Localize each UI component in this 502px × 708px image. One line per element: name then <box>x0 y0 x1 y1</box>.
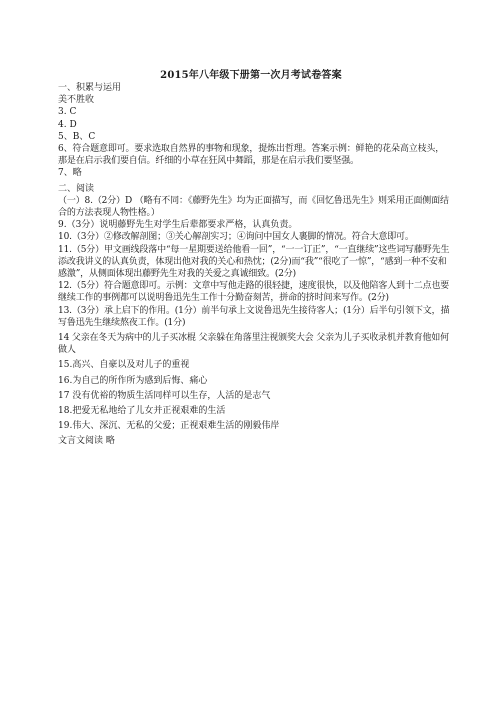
answer-paragraph: （一）8.（2分）D （略有不同：《藤野先生》均为正面描写，而《回忆鲁迅先生》则采用正面侧面结合的方法表现人物性格。） <box>58 195 449 219</box>
answer-line: 16.为自己的所作所为感到后悔、痛心 <box>58 375 208 386</box>
answer-line: 19.伟大、深沉、无私的父爱；正视艰难生活的刚毅伟岸 <box>58 421 280 432</box>
section-heading-2: 二、阅读 <box>58 183 95 194</box>
answer-line: 5、B、C <box>58 131 96 142</box>
answer-line: 美不胜收 <box>58 95 95 106</box>
section-heading-1: 一、积累与运用 <box>58 83 122 93</box>
answer-paragraph: 6、符合题意即可。要求选取自然界的事物和现象，提炼出哲理。答案示例：鲜艳的花朵高立枝头，那是在启示我们要自信。纤细的小草在狂风中舞蹈，那是在启示我们要坚强。 <box>58 144 445 167</box>
document-title: 2015年八年级下册第一次月考试卷答案 <box>160 70 342 81</box>
answer-paragraph: 14 父亲在冬天为病中的儿子买冰棍 父亲躲在角落里注视颁奖大会 父亲为儿子买收录机并教育他如何做人 <box>58 333 449 356</box>
answer-line: 9.（3分）说明藤野先生对学生后辈都要求严格，认真负责。 <box>58 220 298 231</box>
answer-paragraph: 11.（5分）甲文画线段落中“每一星期要送给他看一回”，“一一订正”，“一直继续”这些词写藤野先生添改我讲义的认真负责，体现出他对我的关心和热忱；(2分)而“我”“很吃了一惊”，“感到一种不安和感激”，从侧面体现出藤野先生对我的关爱之真诚细致。(2分) <box>58 244 450 280</box>
answer-line: 文言文阅读 略 <box>58 436 115 447</box>
answer-body <box>58 82 450 448</box>
answer-line: 3. C <box>58 107 77 118</box>
answer-paragraph: 13.（3分）承上启下的作用。(1分）前半句承上文说鲁迅先生接待客人；(1分）后半句引领下文，描写鲁迅先生继续熬夜工作。(1分) <box>58 305 450 328</box>
answer-paragraph: 12.（5分）符合题意即可。示例：文章中写他走路的很轻捷，速度很快，以及他陪客人到十二点也要继续工作的事例都可以说明鲁迅先生工作十分勤奋刻苦，拼命的挤时间来写作。(2分) <box>58 281 450 304</box>
answer-line: 4. D <box>58 119 77 130</box>
answer-line: 18.把爱无私地给了儿女并正视艰难的生活 <box>58 406 226 417</box>
answer-line: 7、略 <box>58 168 82 179</box>
answer-line: 15.高兴、自豪以及对儿子的重视 <box>58 360 190 371</box>
answer-line: 17 没有优裕的物质生活同样可以生存，人活的是志气 <box>58 390 271 401</box>
answer-paragraph: 10.（3分）②修改解剖图；③关心解剖实习；④询问中国女人裹脚的情况。符合大意即可。 <box>58 232 414 243</box>
